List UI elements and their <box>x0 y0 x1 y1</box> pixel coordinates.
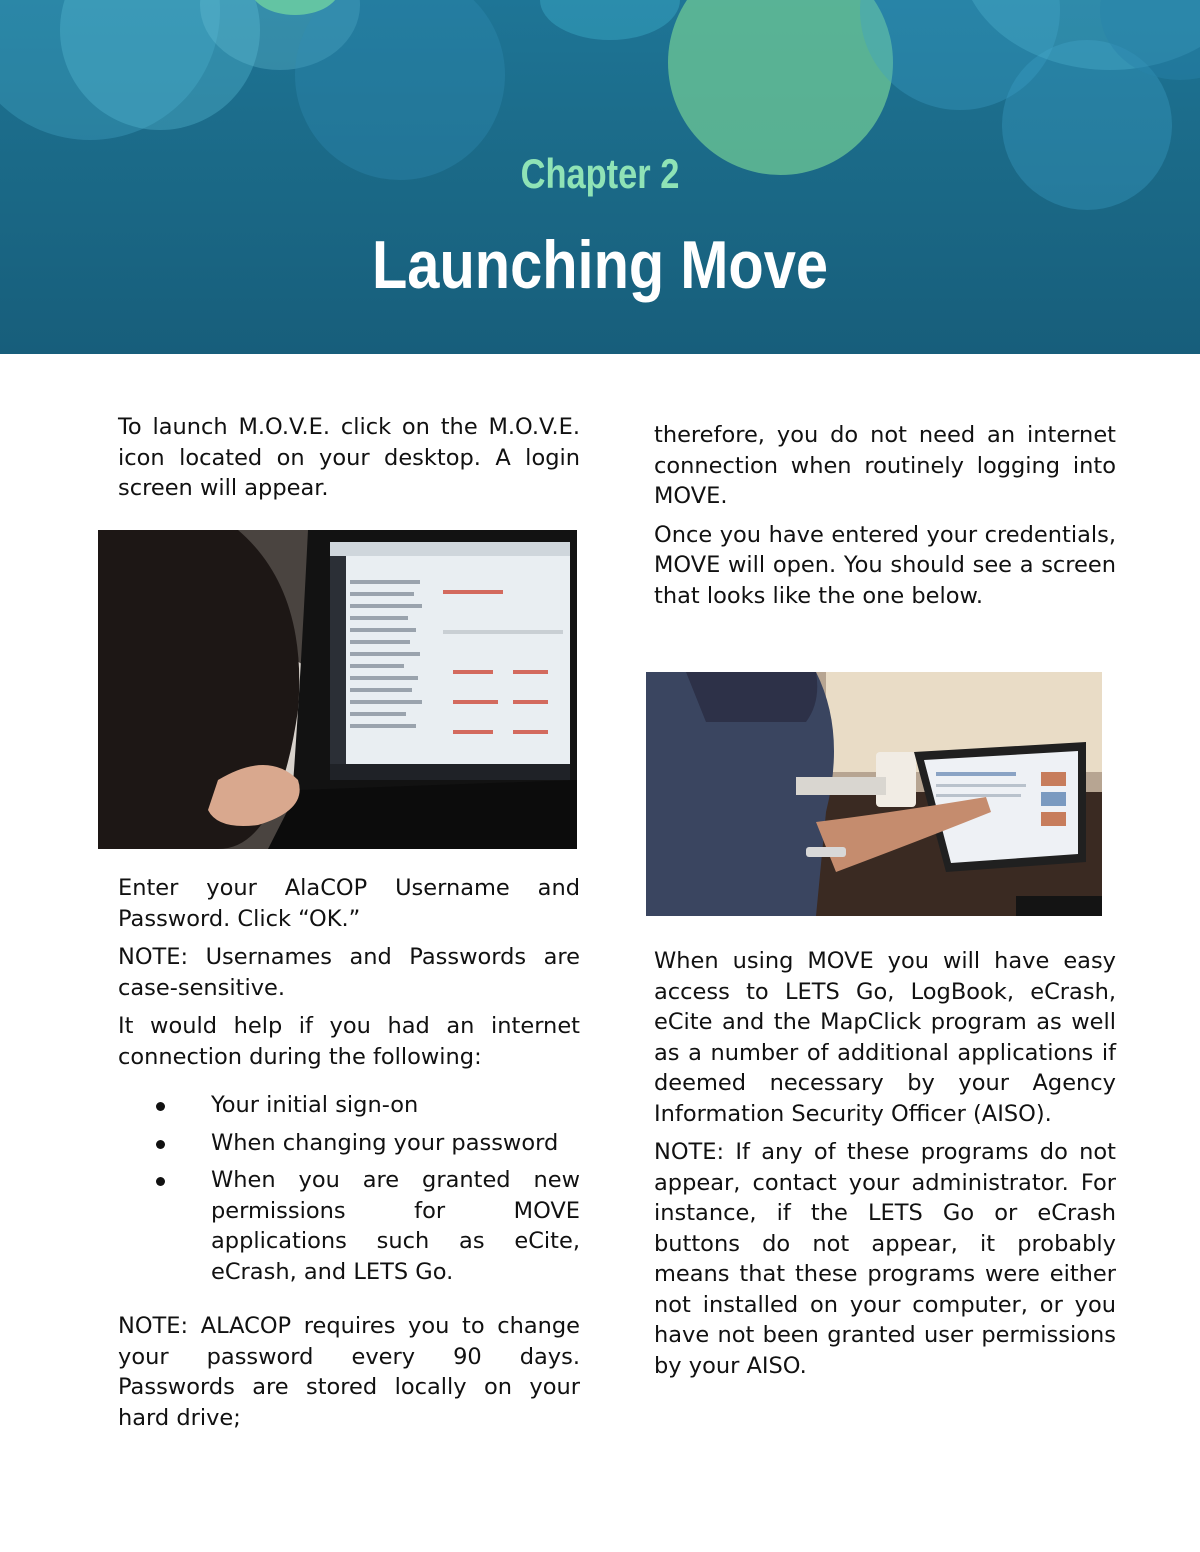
laptop-photo-illustration <box>98 530 577 849</box>
chapter-title: Launching Move <box>372 227 828 303</box>
tablet-photo-illustration <box>646 672 1102 916</box>
bullet-icon <box>156 1177 165 1186</box>
continued-paragraph: therefore, you do not need an internet connection when routinely logging into MOVE. <box>654 422 1116 509</box>
internet-help-paragraph: It would help if you had an internet connection during the following: <box>118 1013 580 1070</box>
photo-laptop <box>98 530 577 849</box>
intro-paragraph: To launch M.O.V.E. click on the M.O.V.E. icon located on your desktop. A login screen will appear. <box>118 414 580 501</box>
case-sensitive-note: NOTE: Usernames and Passwords are case-sensitive. <box>118 944 580 1001</box>
list-item: Your initial sign-on <box>118 1090 580 1121</box>
list-item: When changing your password <box>118 1128 580 1159</box>
list-item: When you are granted new permissions for MOVE applications such as eCite, eCrash, and LETS Go. <box>118 1165 580 1287</box>
when-using-paragraph: When using MOVE you will have easy access to LETS Go, LogBook, eCrash, eCite and the MapClick program as well as a number of additional applications if deemed necessary by your Agency Information Security Officer (AISO). <box>654 948 1116 1127</box>
password-note: NOTE: ALACOP requires you to change your password every 90 days. Passwords are stored locally on your hard drive; <box>118 1313 580 1431</box>
left-column <box>118 412 580 512</box>
bullet-icon <box>156 1140 165 1149</box>
chapter-banner <box>0 0 1200 354</box>
decorative-bubble <box>668 0 893 175</box>
photo-tablet <box>646 672 1102 916</box>
decorative-bubble <box>540 0 680 40</box>
internet-needed-list <box>118 1090 580 1287</box>
bullet-icon <box>156 1102 165 1111</box>
once-entered-paragraph: Once you have entered your credentials, MOVE will open. You should see a screen that looks like the one below. <box>654 521 1116 609</box>
programs-note: NOTE: If any of these programs do not appear, contact your administrator. For instance, if the LETS Go or eCrash buttons do not appear, it probably means that these programs were either not installed on your computer, or you have not been granted user permissions by your AISO. <box>654 1139 1116 1379</box>
left-column-lower <box>118 873 580 1441</box>
right-column-lower <box>654 946 1116 1389</box>
enter-credentials-paragraph: Enter your AlaCOP Username and Password. Click “OK.” <box>118 875 580 932</box>
right-column-upper <box>654 420 1116 619</box>
chapter-number: Chapter 2 <box>520 150 680 197</box>
